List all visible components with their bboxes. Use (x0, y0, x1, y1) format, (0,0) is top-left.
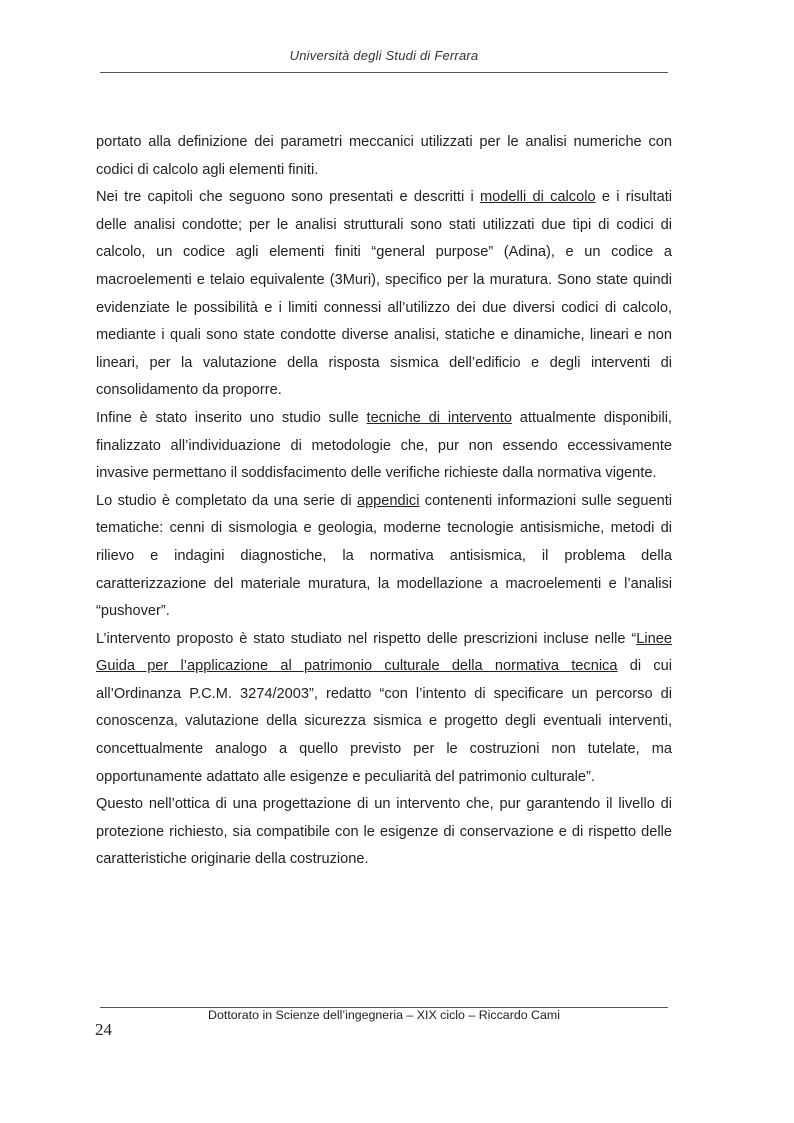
page-number: 24 (95, 1020, 112, 1039)
main-text (96, 129, 672, 874)
paragraph-2-text-end: e i risultati delle analisi condotte; per le analisi strutturali sono stati utilizzati due tipi di codici di calcolo, un codice agli elementi finiti “general purpose” (Adina), e un codice a macroelementi e telaio equivalente (3Muri), specifico per la muratura. Sono state quindi evidenziate le possibilità e i limiti connessi all’utilizzo dei due diversi codici di calcolo, mediante i quali sono state condotte diverse analisi, statiche e dinamiche, lineari e non lineari, per la valutazione della risposta sismica dell’edificio e degli interventi di consolidamento da proporre. (96, 189, 672, 399)
paragraph-6-text: Questo nell’ottica di una progettazione di un intervento che, pur garantendo il livello di protezione richiesto, sia compatibile con le esigenze di conservazione e di rispetto delle caratteristiche originarie della costruzione. (96, 796, 672, 868)
paragraph-6 (96, 791, 672, 874)
underlined-appendici: appendici (356, 492, 420, 509)
paragraph-3-text-start: Infine è stato inserito uno studio sulle (96, 409, 367, 426)
paragraph-1-text: portato alla definizione dei parametri meccanici utilizzati per le analisi numeriche con codici di calcolo agli elementi finiti. (96, 134, 672, 178)
paragraph-2-text-start: Nei tre capitoli che seguono sono presentati e descritti i (96, 189, 480, 206)
running-header: Università degli Studi di Ferrara (289, 48, 479, 63)
paragraph-4 (96, 488, 672, 626)
underlined-tecniche-di-intervento: tecniche di intervento (366, 409, 512, 426)
header-divider (100, 72, 668, 73)
paragraph-2 (96, 184, 672, 405)
paragraph-5 (96, 626, 672, 792)
paragraph-5-text-end: di cui all’Ordinanza P.C.M. 3274/2003”, redatto “con l’intento di specificare un percorso di conoscenza, valutazione della sicurezza sismica e progetto degli eventuali interventi, concettualmente analogo a quello previsto per le costruzioni non tutelate, ma opportunamente adattato alle esigenze e peculiarità del patrimonio culturale”. (96, 658, 673, 785)
paragraph-1 (96, 129, 672, 184)
underlined-modelli-di-calcolo: modelli di calcolo (480, 189, 596, 206)
paragraph-3-text-end: attualmente disponibili, finalizzato all’individuazione di metodologie che, pur non essendo eccessivamente invasive permettano il soddisfacimento delle verifiche richieste dalla normativa vigente. (96, 409, 672, 482)
paragraph-3 (96, 405, 672, 488)
underlined-linee-guida: Linee Guida per l’applicazione al patrimonio culturale della normativa tecnica (96, 630, 672, 675)
paragraph-4-text-start: Lo studio è completato da una serie di (96, 492, 357, 509)
paragraph-5-text-start: L’intervento proposto è stato studiato nel rispetto delle prescrizioni incluse nelle “ (96, 630, 637, 647)
running-footer: Dottorato in Scienze dell’ingegneria – XIX ciclo – Riccardo Cami (208, 1008, 560, 1022)
paragraph-4-text-end: contenenti informazioni sulle seguenti tematiche: cenni di sismologia e geologia, moderne tecnologie antisismiche, metodi di rilievo e indagini diagnostiche, la normativa antisismica, il problema della caratterizzazione del materiale muratura, la modellazione a macroelementi e l’analisi “pushover”. (96, 492, 672, 620)
